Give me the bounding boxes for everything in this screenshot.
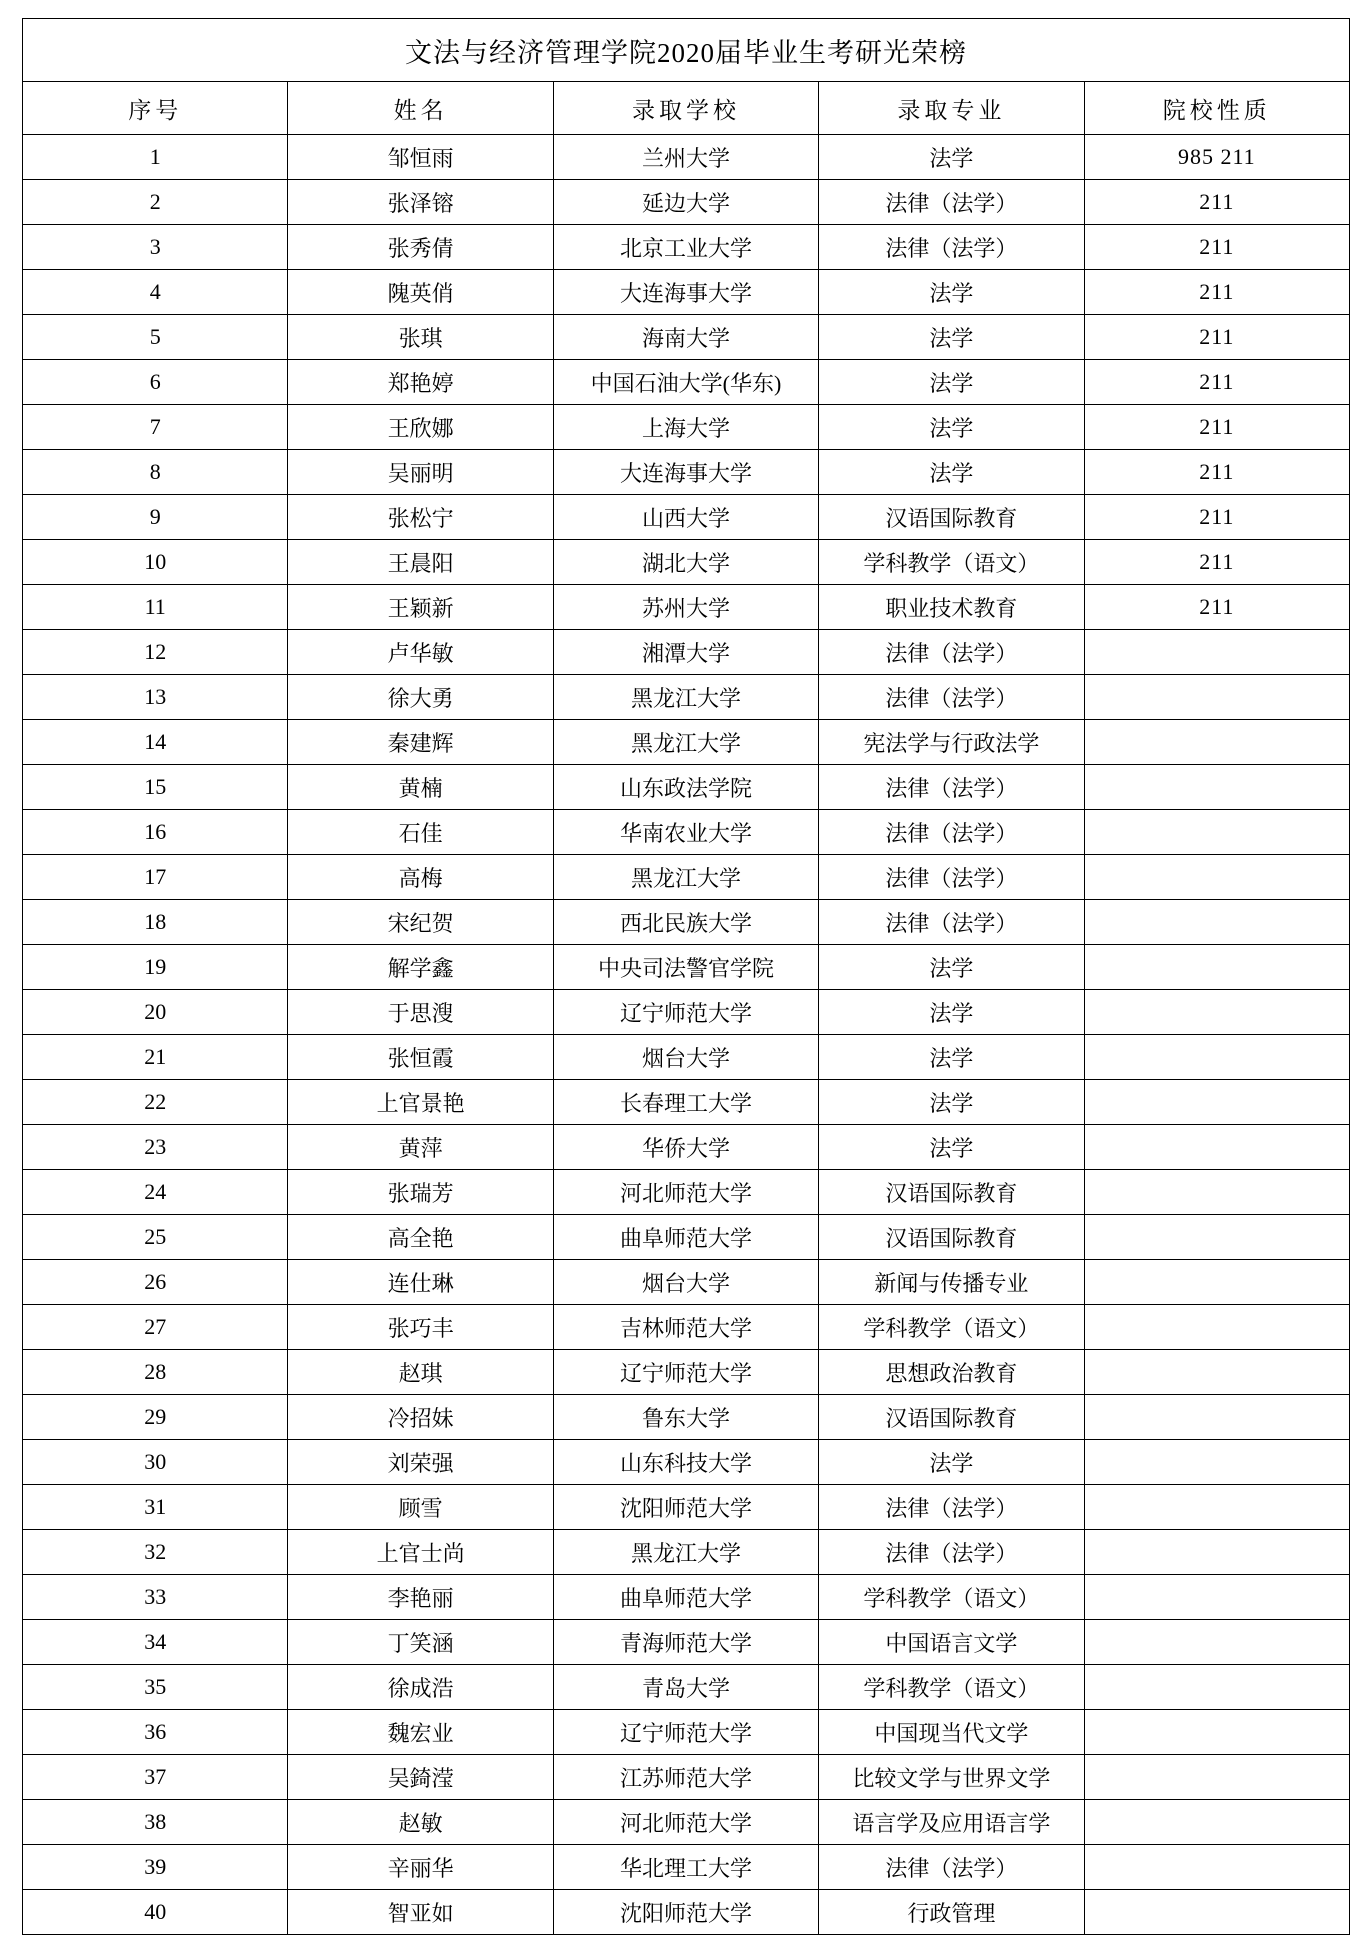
cell-name: 连仕琳 [288, 1260, 553, 1305]
cell-major: 中国语言文学 [819, 1620, 1084, 1665]
table-row [23, 1665, 1350, 1710]
cell-type [1084, 630, 1349, 675]
cell-major: 法学 [819, 270, 1084, 315]
cell-type [1084, 1350, 1349, 1395]
cell-type [1084, 1755, 1349, 1800]
honor-roll-table [22, 18, 1350, 1935]
cell-school: 山西大学 [553, 495, 818, 540]
cell-type [1084, 810, 1349, 855]
cell-type [1084, 1485, 1349, 1530]
cell-school: 华侨大学 [553, 1125, 818, 1170]
cell-index: 7 [23, 405, 288, 450]
cell-major: 汉语国际教育 [819, 1170, 1084, 1215]
cell-index: 6 [23, 360, 288, 405]
cell-name: 张琪 [288, 315, 553, 360]
cell-name: 赵琪 [288, 1350, 553, 1395]
table-row [23, 1215, 1350, 1260]
cell-index: 19 [23, 945, 288, 990]
cell-school: 长春理工大学 [553, 1080, 818, 1125]
cell-name: 徐大勇 [288, 675, 553, 720]
cell-name: 隗英俏 [288, 270, 553, 315]
table-row [23, 1710, 1350, 1755]
table-body [23, 19, 1350, 1935]
cell-type: 211 [1084, 540, 1349, 585]
cell-school: 湖北大学 [553, 540, 818, 585]
cell-school: 黑龙江大学 [553, 720, 818, 765]
cell-school: 上海大学 [553, 405, 818, 450]
cell-index: 30 [23, 1440, 288, 1485]
cell-type [1084, 675, 1349, 720]
cell-major: 语言学及应用语言学 [819, 1800, 1084, 1845]
table-row [23, 1620, 1350, 1665]
cell-type [1084, 1800, 1349, 1845]
cell-name: 上官景艳 [288, 1080, 553, 1125]
cell-school: 黑龙江大学 [553, 1530, 818, 1575]
cell-major: 新闻与传播专业 [819, 1260, 1084, 1305]
cell-index: 5 [23, 315, 288, 360]
cell-major: 法律（法学） [819, 1530, 1084, 1575]
cell-index: 38 [23, 1800, 288, 1845]
cell-school: 黑龙江大学 [553, 675, 818, 720]
cell-name: 郑艳婷 [288, 360, 553, 405]
page-title: 文法与经济管理学院2020届毕业生考研光荣榜 [23, 19, 1350, 82]
cell-name: 吴錡滢 [288, 1755, 553, 1800]
cell-index: 9 [23, 495, 288, 540]
cell-school: 中国石油大学(华东) [553, 360, 818, 405]
cell-type [1084, 1440, 1349, 1485]
table-row [23, 1890, 1350, 1935]
table-row [23, 855, 1350, 900]
table-row [23, 675, 1350, 720]
cell-name: 刘荣强 [288, 1440, 553, 1485]
table-row [23, 945, 1350, 990]
cell-index: 18 [23, 900, 288, 945]
cell-index: 23 [23, 1125, 288, 1170]
cell-major: 中国现当代文学 [819, 1710, 1084, 1755]
cell-type [1084, 855, 1349, 900]
cell-major: 法学 [819, 450, 1084, 495]
cell-index: 4 [23, 270, 288, 315]
cell-school: 辽宁师范大学 [553, 1710, 818, 1755]
cell-major: 汉语国际教育 [819, 1395, 1084, 1440]
cell-name: 张恒霞 [288, 1035, 553, 1080]
cell-major: 学科教学（语文） [819, 1575, 1084, 1620]
cell-school: 湘潭大学 [553, 630, 818, 675]
cell-name: 张秀倩 [288, 225, 553, 270]
cell-major: 比较文学与世界文学 [819, 1755, 1084, 1800]
cell-index: 28 [23, 1350, 288, 1395]
cell-school: 烟台大学 [553, 1260, 818, 1305]
cell-name: 于思溲 [288, 990, 553, 1035]
cell-type [1084, 720, 1349, 765]
cell-index: 13 [23, 675, 288, 720]
table-row [23, 1170, 1350, 1215]
table-row [23, 810, 1350, 855]
table-row [23, 720, 1350, 765]
cell-major: 法学 [819, 1125, 1084, 1170]
cell-name: 吴丽明 [288, 450, 553, 495]
cell-school: 兰州大学 [553, 135, 818, 180]
cell-type: 211 [1084, 405, 1349, 450]
cell-school: 华北理工大学 [553, 1845, 818, 1890]
cell-major: 汉语国际教育 [819, 495, 1084, 540]
cell-type [1084, 1260, 1349, 1305]
table-row [23, 1035, 1350, 1080]
cell-major: 法律（法学） [819, 675, 1084, 720]
cell-major: 法律（法学） [819, 1845, 1084, 1890]
cell-name: 李艳丽 [288, 1575, 553, 1620]
title-row [23, 19, 1350, 82]
cell-major: 法律（法学） [819, 900, 1084, 945]
table-row [23, 540, 1350, 585]
cell-type [1084, 1845, 1349, 1890]
cell-type: 985 211 [1084, 135, 1349, 180]
table-row [23, 180, 1350, 225]
cell-name: 顾雪 [288, 1485, 553, 1530]
cell-index: 21 [23, 1035, 288, 1080]
cell-major: 法学 [819, 405, 1084, 450]
table-row [23, 1530, 1350, 1575]
cell-school: 大连海事大学 [553, 450, 818, 495]
cell-index: 15 [23, 765, 288, 810]
cell-name: 徐成浩 [288, 1665, 553, 1710]
column-header-index: 序号 [23, 82, 288, 135]
cell-name: 高全艳 [288, 1215, 553, 1260]
cell-type: 211 [1084, 315, 1349, 360]
cell-school: 山东政法学院 [553, 765, 818, 810]
cell-school: 苏州大学 [553, 585, 818, 630]
cell-index: 8 [23, 450, 288, 495]
table-row [23, 765, 1350, 810]
cell-index: 36 [23, 1710, 288, 1755]
cell-index: 20 [23, 990, 288, 1035]
cell-major: 学科教学（语文） [819, 1305, 1084, 1350]
cell-type [1084, 1215, 1349, 1260]
cell-school: 山东科技大学 [553, 1440, 818, 1485]
table-row [23, 135, 1350, 180]
cell-index: 3 [23, 225, 288, 270]
cell-index: 37 [23, 1755, 288, 1800]
table-row [23, 630, 1350, 675]
cell-school: 河北师范大学 [553, 1800, 818, 1845]
table-row [23, 405, 1350, 450]
cell-type: 211 [1084, 360, 1349, 405]
cell-school: 大连海事大学 [553, 270, 818, 315]
cell-type: 211 [1084, 270, 1349, 315]
table-row [23, 315, 1350, 360]
cell-name: 邹恒雨 [288, 135, 553, 180]
table-row [23, 1845, 1350, 1890]
cell-index: 27 [23, 1305, 288, 1350]
table-row [23, 585, 1350, 630]
table-row [23, 1440, 1350, 1485]
cell-major: 法学 [819, 1035, 1084, 1080]
cell-school: 青海师范大学 [553, 1620, 818, 1665]
table-row [23, 1575, 1350, 1620]
cell-index: 22 [23, 1080, 288, 1125]
header-row [23, 82, 1350, 135]
cell-type [1084, 1575, 1349, 1620]
cell-school: 曲阜师范大学 [553, 1575, 818, 1620]
cell-name: 丁笑涵 [288, 1620, 553, 1665]
cell-index: 1 [23, 135, 288, 180]
cell-index: 16 [23, 810, 288, 855]
cell-index: 25 [23, 1215, 288, 1260]
table-row [23, 1350, 1350, 1395]
cell-school: 海南大学 [553, 315, 818, 360]
cell-type [1084, 900, 1349, 945]
cell-index: 33 [23, 1575, 288, 1620]
cell-major: 职业技术教育 [819, 585, 1084, 630]
cell-name: 王晨阳 [288, 540, 553, 585]
cell-school: 青岛大学 [553, 1665, 818, 1710]
cell-major: 法律（法学） [819, 1485, 1084, 1530]
cell-name: 卢华敏 [288, 630, 553, 675]
cell-name: 上官士尚 [288, 1530, 553, 1575]
cell-school: 鲁东大学 [553, 1395, 818, 1440]
table-row [23, 450, 1350, 495]
cell-type [1084, 1395, 1349, 1440]
cell-major: 法学 [819, 945, 1084, 990]
cell-type [1084, 1080, 1349, 1125]
table-row [23, 900, 1350, 945]
cell-school: 烟台大学 [553, 1035, 818, 1080]
table-row [23, 1755, 1350, 1800]
cell-major: 法学 [819, 990, 1084, 1035]
cell-school: 华南农业大学 [553, 810, 818, 855]
table-row [23, 990, 1350, 1035]
cell-type [1084, 1890, 1349, 1935]
cell-name: 宋纪贺 [288, 900, 553, 945]
cell-major: 行政管理 [819, 1890, 1084, 1935]
column-header-name: 姓名 [288, 82, 553, 135]
column-header-major: 录取专业 [819, 82, 1084, 135]
cell-school: 黑龙江大学 [553, 855, 818, 900]
cell-name: 智亚如 [288, 1890, 553, 1935]
cell-school: 吉林师范大学 [553, 1305, 818, 1350]
cell-index: 40 [23, 1890, 288, 1935]
cell-school: 中央司法警官学院 [553, 945, 818, 990]
cell-index: 26 [23, 1260, 288, 1305]
cell-major: 思想政治教育 [819, 1350, 1084, 1395]
cell-major: 法律（法学） [819, 765, 1084, 810]
cell-index: 12 [23, 630, 288, 675]
cell-index: 14 [23, 720, 288, 765]
cell-type [1084, 1170, 1349, 1215]
cell-name: 辛丽华 [288, 1845, 553, 1890]
cell-school: 延边大学 [553, 180, 818, 225]
cell-major: 汉语国际教育 [819, 1215, 1084, 1260]
cell-type [1084, 765, 1349, 810]
cell-name: 石佳 [288, 810, 553, 855]
cell-major: 法学 [819, 1440, 1084, 1485]
cell-index: 32 [23, 1530, 288, 1575]
cell-type: 211 [1084, 495, 1349, 540]
cell-major: 法学 [819, 135, 1084, 180]
cell-type [1084, 1620, 1349, 1665]
cell-index: 17 [23, 855, 288, 900]
table-row [23, 270, 1350, 315]
table-row [23, 1485, 1350, 1530]
cell-name: 解学鑫 [288, 945, 553, 990]
cell-type [1084, 990, 1349, 1035]
cell-index: 11 [23, 585, 288, 630]
cell-name: 张泽镕 [288, 180, 553, 225]
cell-index: 2 [23, 180, 288, 225]
cell-type: 211 [1084, 180, 1349, 225]
table-row [23, 1080, 1350, 1125]
cell-type [1084, 1035, 1349, 1080]
cell-school: 辽宁师范大学 [553, 990, 818, 1035]
cell-type [1084, 1710, 1349, 1755]
cell-index: 29 [23, 1395, 288, 1440]
cell-major: 法律（法学） [819, 630, 1084, 675]
cell-type [1084, 1665, 1349, 1710]
cell-major: 法律（法学） [819, 225, 1084, 270]
cell-name: 王颖新 [288, 585, 553, 630]
cell-index: 39 [23, 1845, 288, 1890]
cell-name: 赵敏 [288, 1800, 553, 1845]
cell-index: 34 [23, 1620, 288, 1665]
cell-major: 法律（法学） [819, 180, 1084, 225]
cell-major: 学科教学（语文） [819, 1665, 1084, 1710]
table-row [23, 1800, 1350, 1845]
cell-school: 江苏师范大学 [553, 1755, 818, 1800]
cell-name: 张松宁 [288, 495, 553, 540]
table-row [23, 495, 1350, 540]
cell-school: 沈阳师范大学 [553, 1890, 818, 1935]
cell-name: 张巧丰 [288, 1305, 553, 1350]
cell-name: 黄楠 [288, 765, 553, 810]
table-row [23, 360, 1350, 405]
cell-name: 黄萍 [288, 1125, 553, 1170]
cell-major: 法学 [819, 315, 1084, 360]
cell-type [1084, 945, 1349, 990]
cell-type: 211 [1084, 225, 1349, 270]
cell-school: 北京工业大学 [553, 225, 818, 270]
cell-type [1084, 1305, 1349, 1350]
cell-major: 法律（法学） [819, 855, 1084, 900]
cell-major: 法学 [819, 360, 1084, 405]
table-row [23, 1305, 1350, 1350]
table-row [23, 1395, 1350, 1440]
cell-type: 211 [1084, 450, 1349, 495]
cell-index: 24 [23, 1170, 288, 1215]
cell-index: 31 [23, 1485, 288, 1530]
cell-major: 法学 [819, 1080, 1084, 1125]
cell-name: 张瑞芳 [288, 1170, 553, 1215]
cell-major: 宪法学与行政法学 [819, 720, 1084, 765]
column-header-type: 院校性质 [1084, 82, 1349, 135]
cell-major: 学科教学（语文） [819, 540, 1084, 585]
cell-type: 211 [1084, 585, 1349, 630]
cell-type [1084, 1125, 1349, 1170]
table-row [23, 1260, 1350, 1305]
cell-school: 西北民族大学 [553, 900, 818, 945]
column-header-school: 录取学校 [553, 82, 818, 135]
cell-name: 王欣娜 [288, 405, 553, 450]
table-row [23, 225, 1350, 270]
cell-index: 10 [23, 540, 288, 585]
cell-school: 沈阳师范大学 [553, 1485, 818, 1530]
cell-school: 曲阜师范大学 [553, 1215, 818, 1260]
cell-name: 冷招妹 [288, 1395, 553, 1440]
cell-name: 秦建辉 [288, 720, 553, 765]
cell-name: 高梅 [288, 855, 553, 900]
table-row [23, 1125, 1350, 1170]
cell-name: 魏宏业 [288, 1710, 553, 1755]
cell-school: 辽宁师范大学 [553, 1350, 818, 1395]
cell-index: 35 [23, 1665, 288, 1710]
cell-type [1084, 1530, 1349, 1575]
cell-major: 法律（法学） [819, 810, 1084, 855]
cell-school: 河北师范大学 [553, 1170, 818, 1215]
